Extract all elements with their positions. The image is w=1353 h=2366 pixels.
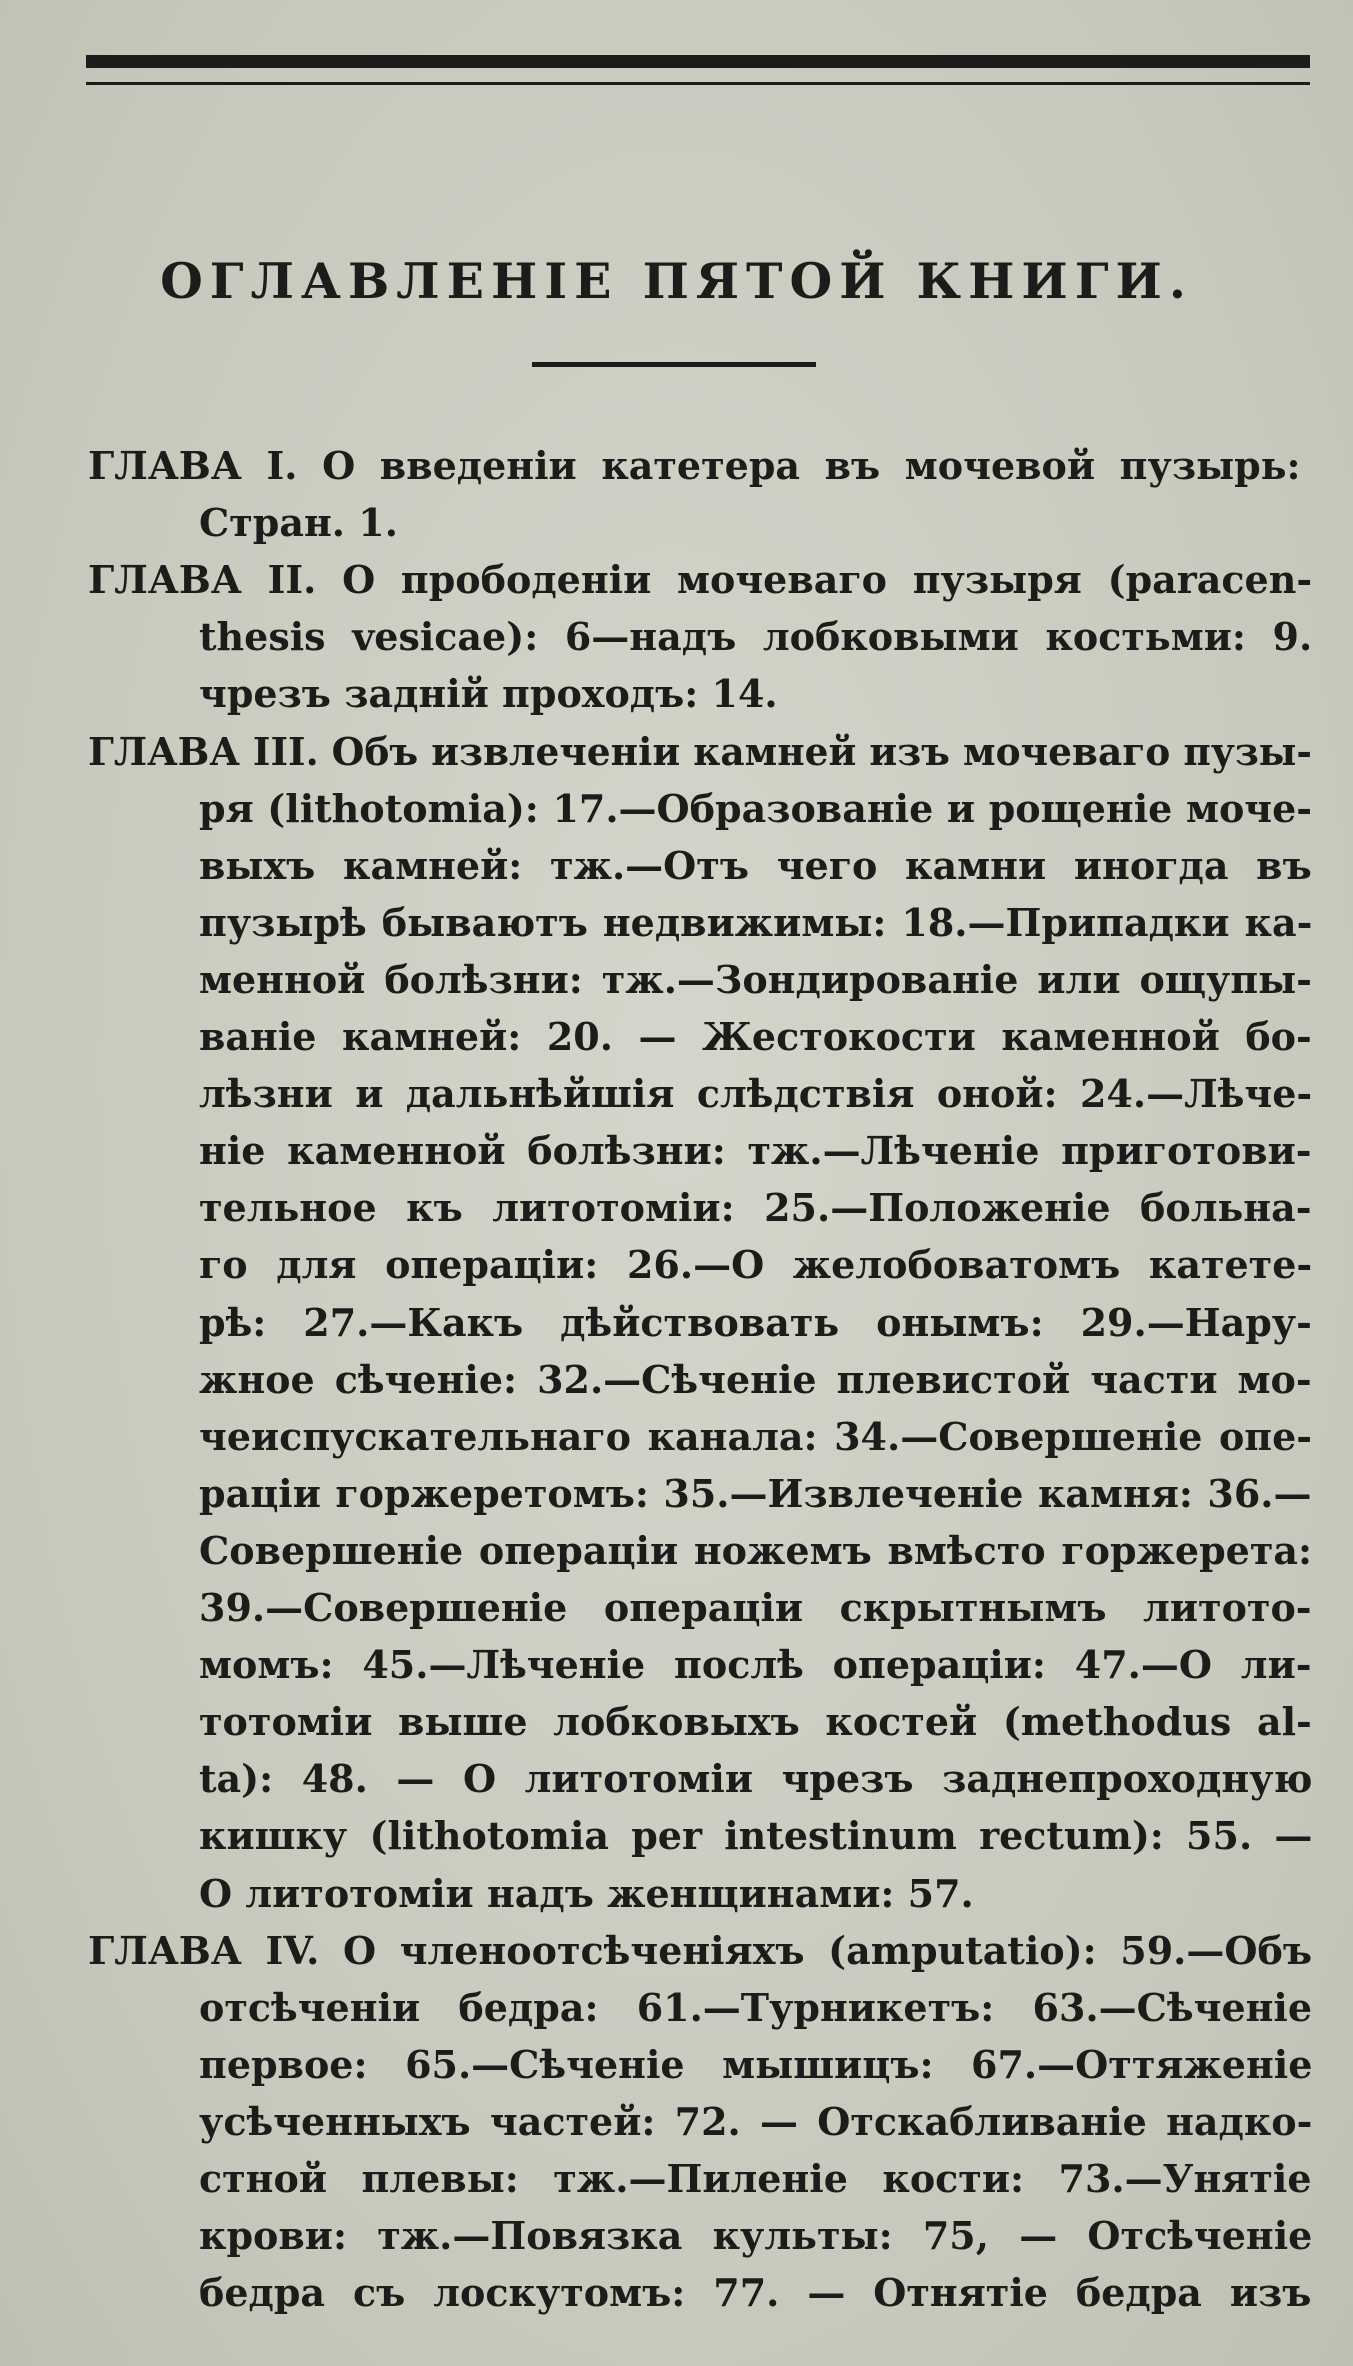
toc-line: го для операціи: 26.—О желобоватомъ катете- xyxy=(199,1242,1313,1288)
toc-line: кишку (lithotomia per intestinum rectum): 55. — xyxy=(199,1813,1313,1859)
toc-line: жное сѣченіе: 32.—Сѣченіе плевистой части мо- xyxy=(199,1356,1312,1402)
toc-line: ніе каменной болѣзни: тж.—Лѣченіе приготови- xyxy=(199,1128,1312,1174)
toc-line: 39.—Совершеніе операціи скрытнымъ литото- xyxy=(199,1585,1312,1630)
toc-line: раціи горжеретомъ: 35.—Извлеченіе камня: 36.— xyxy=(199,1470,1312,1516)
toc-line: тельное къ литотоміи: 25.—Положеніе больна- xyxy=(199,1185,1312,1231)
toc-line: ГЛАВА II. О прободеніи мочеваго пузыря (paracen- xyxy=(88,557,1313,603)
toc-line: ta): 48. — О литотоміи чрезъ заднепроходную xyxy=(199,1756,1313,1802)
toc-line: стной плевы: тж.—Пиленіе кости: 73.—Унятіе xyxy=(199,2156,1312,2201)
toc-line: крови: тж.—Повязка культы: 75, — Отсѣченіе xyxy=(199,2213,1313,2259)
toc-line: ГЛАВА III. Объ извлеченіи камней изъ мочеваго пузы- xyxy=(88,728,1312,774)
toc-line: ря (lithotomia): 17.—Образованіе и рощеніе моче- xyxy=(199,785,1313,831)
toc-line: чрезъ задній проходъ: 14. xyxy=(199,671,778,717)
toc-line: Стран. 1. xyxy=(199,500,398,546)
heading-divider xyxy=(532,362,816,367)
toc-line: момъ: 45.—Лѣченіе послѣ операціи: 47.—О ли- xyxy=(199,1642,1312,1688)
toc-line: О литотоміи надъ женщинами: 57. xyxy=(199,1870,974,1916)
toc-line: усѣченныхъ частей: 72. — Отскабливаніе надко- xyxy=(199,2098,1313,2144)
page-heading: ОГЛАВЛЕНІЕ ПЯТОЙ КНИГИ. xyxy=(160,252,1193,310)
toc-line: выхъ камней: тж.—Отъ чего камни иногда въ xyxy=(199,842,1312,888)
toc-line: менной болѣзни: тж.—Зондированіе или ощупы- xyxy=(199,956,1312,1002)
toc-line: чеиспускательнаго канала: 34.—Совершеніе опе- xyxy=(199,1413,1313,1459)
toc-line: Совершеніе операціи ножемъ вмѣсто горжерета: xyxy=(199,1527,1313,1573)
toc-line: пузырѣ бываютъ недвижимы: 18.—Припадки ка- xyxy=(199,899,1313,945)
toc-line: рѣ: 27.—Какъ дѣйствовать онымъ: 29.—Нару- xyxy=(199,1299,1312,1345)
header-rule-thin xyxy=(86,82,1310,85)
toc-line: ваніе камней: 20. — Жестокости каменной бо- xyxy=(199,1014,1312,1059)
toc-line: ГЛАВА I. О введеніи катетера въ мочевой пузырь: xyxy=(88,443,1301,488)
toc-line: thesis vesicae): 6—надъ лобковыми костьми: 9. xyxy=(199,614,1313,660)
toc-line: бедра съ лоскутомъ: 77. — Отнятіе бедра изъ xyxy=(199,2270,1312,2316)
toc-line: ГЛАВА IV. О членоотсѣченіяхъ (amputatio): 59.—Объ xyxy=(88,1927,1312,1973)
header-rule-thick xyxy=(86,55,1310,68)
toc-line: тотоміи выше лобковыхъ костей (methodus al- xyxy=(199,1699,1312,1745)
toc-line: первое: 65.—Сѣченіе мышицъ: 67.—Оттяженіе xyxy=(199,2041,1313,2087)
toc-line: лѣзни и дальнѣйшія слѣдствія оной: 24.—Лѣче- xyxy=(199,1071,1313,1117)
toc-line: отсѣченіи бедра: 61.—Турникетъ: 63.—Сѣченіе xyxy=(199,1984,1313,2030)
